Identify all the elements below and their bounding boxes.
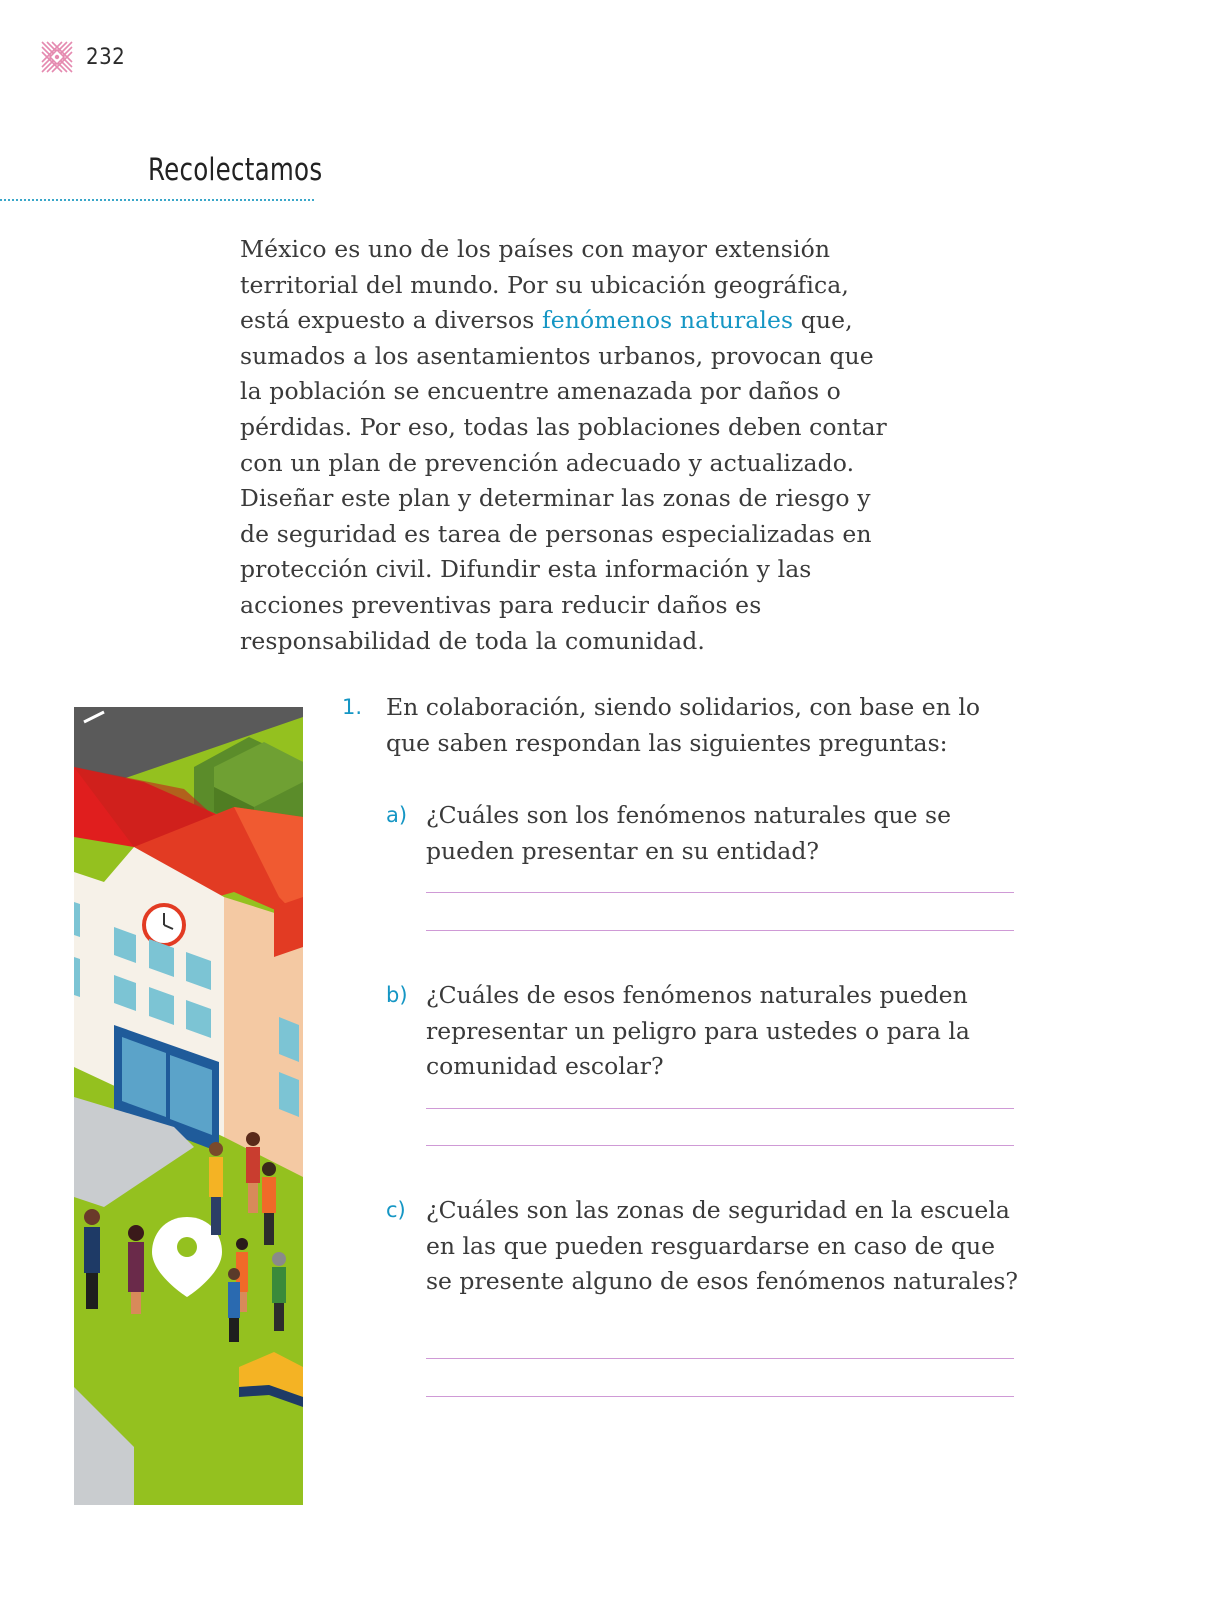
answer-line[interactable] xyxy=(426,1108,1014,1109)
question-text: ¿Cuáles son los fenómenos naturales que se pueden presentar en su entidad? xyxy=(426,801,952,865)
page-number: 232 xyxy=(86,44,126,70)
answer-line[interactable] xyxy=(426,892,1014,893)
intro-paragraph xyxy=(240,232,900,659)
cross-ornament-icon xyxy=(38,38,76,76)
key-term-link[interactable]: fenómenos naturales xyxy=(541,306,794,335)
activity-number: 1. xyxy=(342,695,363,719)
question-label: a) xyxy=(386,803,408,827)
answer-line[interactable] xyxy=(426,930,1014,931)
question-label: c) xyxy=(386,1198,406,1222)
page-header xyxy=(38,38,125,76)
activity-instruction: En colaboración, siendo solidarios, con base en lo que saben respondan las siguientes preguntas: xyxy=(386,693,980,757)
section-title: Recolectamos xyxy=(148,152,323,188)
answer-line[interactable] xyxy=(426,1396,1014,1397)
question-label: b) xyxy=(386,983,408,1007)
intro-text-end: que, sumados a los asentamientos urbanos, provocan que la población se encuentre amenazada por daños o pérdidas. Por eso, todas las poblaciones deben contar con un plan de prevención adecuado y actualizado. Diseñar este plan y determinar las zonas de riesgo y de seguridad es tarea de personas especializadas en protección civil. Difundir esta información y las acciones preventivas para reducir daños es responsabilidad de toda la comunidad. xyxy=(240,306,887,655)
question-text: ¿Cuáles son las zonas de seguridad en la escuela en las que pueden resguardarse en caso de que se presente alguno de esos fenómenos naturales? xyxy=(426,1196,1019,1296)
answer-line[interactable] xyxy=(426,1145,1014,1146)
school-evacuation-illustration xyxy=(74,707,303,1505)
answer-line[interactable] xyxy=(426,1358,1014,1359)
intro-text-start: México es uno de los países con mayor extensión territorial del mundo. Por su ubicación geográfica, está expuesto a diversos xyxy=(240,235,849,335)
title-divider xyxy=(0,199,314,201)
question-text: ¿Cuáles de esos fenómenos naturales pueden representar un peligro para ustedes o para la comunidad escolar? xyxy=(426,981,970,1081)
